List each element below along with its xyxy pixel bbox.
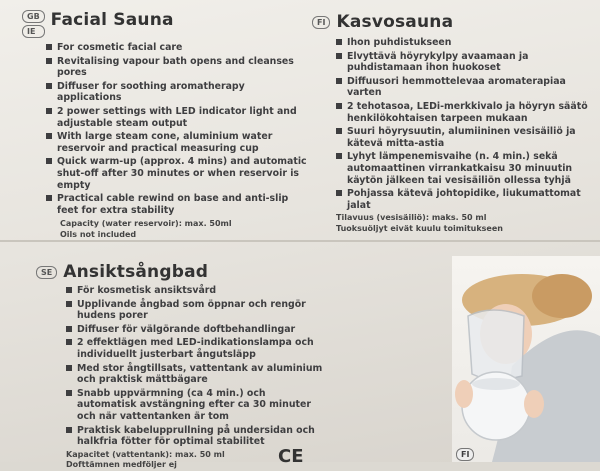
list-item: For cosmetic facial care: [46, 42, 312, 54]
list-item: 2 tehotasoa, LEDi-merkkivalo ja höyryn säätö henkilökohtaisen tarpeen mukaan: [336, 101, 600, 124]
list-item: 2 power settings with LED indicator light and adjustable steam output: [46, 106, 312, 129]
list-item: With large steam cone, aluminium water reservoir and practical measuring cup: [46, 131, 312, 154]
se-feature-list: [66, 285, 326, 448]
language-code-gb: GB: [22, 10, 45, 23]
fi-feature-list: [336, 37, 600, 211]
se-section: [36, 262, 326, 471]
footer-language-tag-fi: FI: [456, 448, 474, 461]
list-item: Ihon puhdistukseen: [336, 37, 600, 49]
list-item: Snabb uppvärmning (ca 4 min.) och automatisk avstängning efter ca 30 minuter och när vattentanken är tom: [66, 388, 326, 423]
list-item: Diffuusori hemmottelevaa aromaterapiaa varten: [336, 76, 600, 99]
se-capacity: Kapacitet (vattentank): max. 50 ml: [66, 449, 225, 459]
gb-section: [22, 10, 312, 240]
list-item: Praktisk kabelupprullning på undersidan och halkfria fötter för optimal stabilitet: [66, 425, 326, 448]
language-code-se: SE: [36, 266, 57, 279]
gb-capacity: Capacity (water reservoir): max. 50ml: [60, 219, 232, 229]
list-item: 2 effektlägen med LED-indikationslampa och individuellt justerbart ångutsläpp: [66, 337, 326, 360]
fi-oils-note: Tuoksuöljyt eivät kuulu toimitukseen: [336, 223, 503, 233]
woman-using-sauna-illustration: [452, 256, 600, 462]
list-item: Diffuser for soothing aromatherapy applications: [46, 81, 312, 104]
se-title: Ansiktsångbad: [63, 262, 209, 282]
list-item: Pohjassa kätevä johtopidike, liukumattomat jalat: [336, 188, 600, 211]
list-item: Upplivande ångbad som öppnar och rengör hudens porer: [66, 299, 326, 322]
language-code-ie: IE: [22, 25, 45, 38]
fi-title: Kasvosauna: [336, 12, 454, 32]
list-item: Elvyttävä höyrykylpy avaamaan ja puhdistamaan ihon huokoset: [336, 51, 600, 74]
fi-section: [312, 12, 600, 234]
list-item: Lyhyt lämpenemisvaihe (n. 4 min.) sekä automaattinen virrankatkaisu 30 minuutin käytön jälkeen tai vesisäiliön ollessa tyhjä: [336, 151, 600, 186]
list-item: För kosmetisk ansiktsvård: [66, 285, 326, 297]
list-item: Revitalising vapour bath opens and cleanses pores: [46, 56, 312, 79]
list-item: Suuri höyrysuutin, alumiininen vesisäiliö ja kätevä mitta-astia: [336, 126, 600, 149]
gb-title: Facial Sauna: [50, 10, 174, 30]
product-photo: [452, 256, 600, 462]
gb-oils-note: Oils not included: [60, 229, 137, 239]
ce-mark: CE: [278, 446, 304, 467]
list-item: Quick warm-up (approx. 4 mins) and automatic shut-off after 30 minutes or when reservoir is empty: [46, 156, 312, 191]
language-code-fi: FI: [312, 16, 330, 29]
se-oils-note: Dofttämnen medföljer ej: [66, 460, 177, 470]
gb-feature-list: [46, 42, 312, 216]
list-item: Med stor ångtillsats, vattentank av aluminium och praktisk mättbägare: [66, 363, 326, 386]
list-item: Diffuser för välgörande doftbehandlingar: [66, 324, 326, 336]
list-item: Practical cable rewind on base and anti-slip feet for extra stability: [46, 193, 312, 216]
fi-capacity: Tilavuus (vesisäiliö): maks. 50 ml: [336, 213, 487, 223]
